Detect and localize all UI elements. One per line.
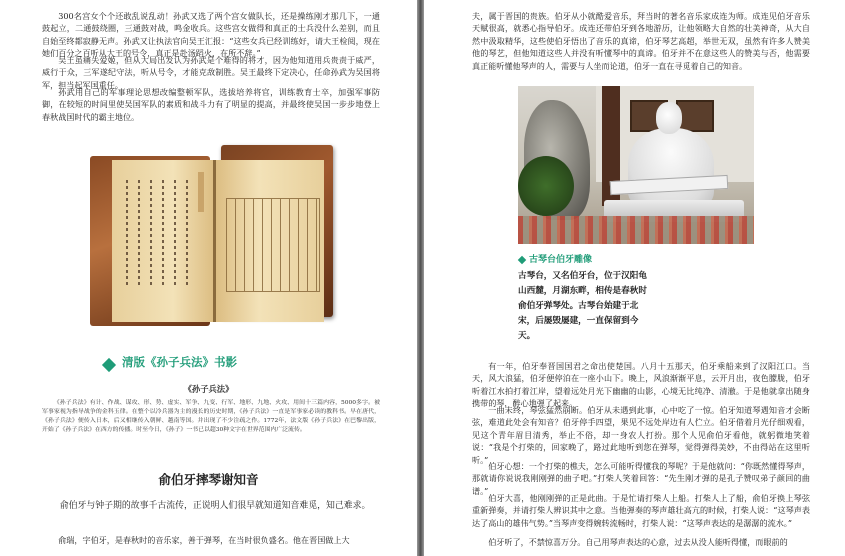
note-heading: 《孙子兵法》 bbox=[183, 384, 234, 394]
page-gutter bbox=[417, 0, 424, 556]
body-paragraph: 俞瑞，字伯牙，是春秋时的音乐家，善于弹琴，在当时很负盛名。他在晋国做上大 bbox=[58, 535, 350, 545]
body-paragraph: 有一年，伯牙奉晋国国君之命出使楚国。八月十五那天，伯牙乘船来到了汉阳江口。当天，风大浪猛，伯牙便停泊在一座小山下。晚上，风浪渐渐平息，云开月出，夜色朦胧，伯牙听着江水拍打着江岸，望着远处月光下幽幽的山影，心境无比纯净、清澈。于是他就拿出随身携带的琴，醉心地弹了起来。 bbox=[472, 361, 810, 409]
note-paragraph: 《孙子兵法》有计、作战、谋攻、形、势、虚实、军争、九变、行军、地形、九地、火攻、用间十三篇内容，5000多字。被军事家视为指导战争的金科玉律。在整个以冷兵器为主的漫长的历史时期，《孙子兵法》一直是军事家必读的教科书。早在唐代，《孙子兵法》便传入日本，后又相继传入朝鲜、越南等国。并出现了不少注疏之作。1772年，法文版《孙子兵法》在巴黎出版，开始了《孙子兵法》在西方的传播。时至今日，《孙子》一书已以超30种文字在世界范围内广泛流传。 bbox=[42, 400, 380, 433]
boya-statue-photo bbox=[518, 86, 754, 244]
book-image-caption: 清版《孙子兵法》书影 bbox=[122, 355, 237, 369]
intro-paragraph: 俞伯牙与钟子期的故事千古流传，正说明人们很早就知道知音难觅，知己难求。 bbox=[59, 501, 371, 511]
body-paragraph: 伯牙大喜，他刚刚弹的正是此曲。于是忙请打柴人上船。打柴人上了船，俞伯牙换上琴弦重新弹奏，并请打柴人辨识其中之意。当他弹奏的琴声雄壮高亢的时候，打柴人说：“这琴声表达了高山的雄伟气势。”当琴声变得婉转流畅时，打柴人说：“这琴声表达的是潺潺的流水。” bbox=[472, 493, 810, 528]
body-paragraph: 伯牙听了，不禁惊喜万分。自己用琴声表达的心意，过去从没人能听得懂，而眼前的 bbox=[488, 537, 788, 547]
sunzi-book-image bbox=[86, 142, 336, 342]
photo-caption: 古琴台伯牙雕像 bbox=[529, 255, 593, 265]
body-paragraph: 吴王虽痛失爱姬，但从大局出发认为孙武是个难得的将才，因为他知道用兵贵责于威严，威行于众，三军遂纪守法，听从号令，才能克敌制胜。吴王最终下定决心，任命孙武为吴国将军，担当起军国重任。 bbox=[42, 55, 380, 90]
body-paragraph: 300名宫女个个还敢乱说乱动！孙武又选了两个宫女做队长，还是操练刚才那几下，一通鼓起立，二通鼓绕圈，三通鼓对战，鸣金收兵。这些宫女做得和真正的士兵没什么差别，而且自始至终都寂静无声。孙武又让执法官向吴王汇报：“这些女兵已经训练好，请大王检阅，现在她们百分之百听从大王的号令，真正是赴汤蹈火，在所不辞。” bbox=[42, 11, 380, 59]
caption-bullet-icon bbox=[102, 358, 116, 372]
section-title: 俞伯牙摔琴谢知音 bbox=[158, 472, 259, 487]
body-paragraph: 一曲未终，琴弦猛然崩断。伯牙从未遇到此事，心中吃了一惊。伯牙知道琴遇知音才会断弦，难道此处会有知音？伯牙停手四望，果见不远处岸边有人伫立。伯牙借着月光仔细观看，见这个青年眉目清秀，举止不俗，却一身农人打扮。那个人见俞伯牙看他，就躬微地笑着说：“我是个打柴的，回家晚了，路过此地听到您在弹琴，觉得弹得美妙，不由得站在这里听听。” bbox=[472, 405, 810, 465]
left-page bbox=[0, 0, 417, 556]
body-paragraph: 伯牙心想：一个打柴的樵夫，怎么可能听得懂我的琴呢？于是他就问：“你既然懂得琴声，那就请你说说我刚刚弹的曲子吧。”打柴人笑着回答：“先生刚才弹的是孔子赞叹弟子颜回的曲谱。” bbox=[472, 461, 810, 496]
body-paragraph: 孙武用自己的军事理论思想改编整顿军队，选拔培养将官，训练教育士卒，加强军事防御，在较短的时间里使吴国军队的素质和战斗力有了明显的提高，并最终使吴国一步步地登上春秋战国时代的霸主地位。 bbox=[42, 87, 380, 122]
body-paragraph: 夫，属于晋国的贵族。伯牙从小就酷爱音乐，拜当时的著名音乐家成连为师。成连见伯牙音乐天赋很高，就悉心指导伯牙。成连还带伯牙到各地游历，让他领略大自然的壮美神奇，从大自然中汲取精华，这些使伯牙悟出了音乐的真谛，伯牙琴艺高超，举世无双，虽然有许多人赞美他的琴艺，但他知道这些人并没有听懂琴中的真谛。伯牙并不在意这些人的赞美与否，他需要真正能听懂他琴声的人，需要与人坐而论道，伯牙一直在寻觅着自己的知音。 bbox=[472, 11, 810, 71]
photo-description: 古琴台，又名伯牙台，位于汉阳龟山西麓，月湖东畔，相传是春秋时俞伯牙弹琴处。古琴台始建于北宋，后屡毁屡建，一直保留到今天。 bbox=[518, 271, 647, 341]
